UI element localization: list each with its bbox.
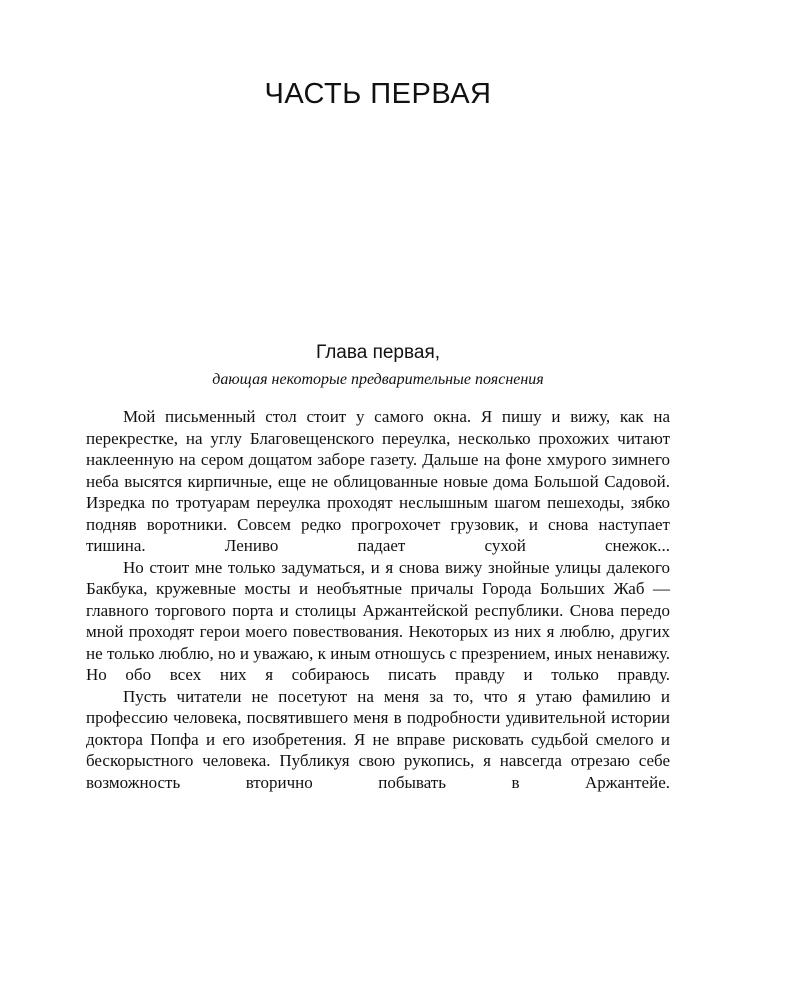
chapter-subtitle: дающая некоторые предварительные пояснения [212, 371, 544, 388]
paragraph-1: Мой письменный стол стоит у самого окна. Я пишу и вижу, как на перекрестке, на углу Благовещенского переулка, несколько прохожих читают наклеенную на сером дощатом заборе газету. Дальше на фоне хмурого зимнего неба высятся кирпичные, еще не облицованные новые дома Большой Садовой. Изредка по тротуарам переулка проходят неслышным шагом пешеходы, зябко подняв воротники. Совсем редко прогрохочет грузовик, и снова наступает тишина. Лениво падает сухой снежок... [86, 407, 670, 555]
paragraph-3: Пусть читатели не посетуют на меня за то, что я утаю фамилию и профессию человека, посвятившего меня в подробности удивительной истории доктора Попфа и его изобретения. Я не вправе рисковать судьбой смелого и бескорыстного человека. Публикуя свою рукопись, я навсегда отрезаю себе возможность вторично побывать в Аржантейе. [86, 686, 670, 792]
chapter-heading [86, 340, 670, 391]
chapter-title: Глава первая, [315, 342, 441, 363]
part-title: ЧАСТЬ ПЕРВАЯ [264, 78, 492, 110]
paragraph-2: Но стоит мне только задуматься, и я снова вижу знойные улицы далекого Бакбука, кружевные мосты и необъятные причалы Города Больших Жаб — главного торгового порта и столицы Аржантейской республики. Снова передо мной проходят герои моего повествования. Некоторых из них я люблю, других не только люблю, но и уважаю, к иным отношусь с презрением, иных ненавижу. Но обо всех них я собираюсь писать правду и только правду. [86, 557, 670, 684]
chapter-body [86, 406, 670, 793]
